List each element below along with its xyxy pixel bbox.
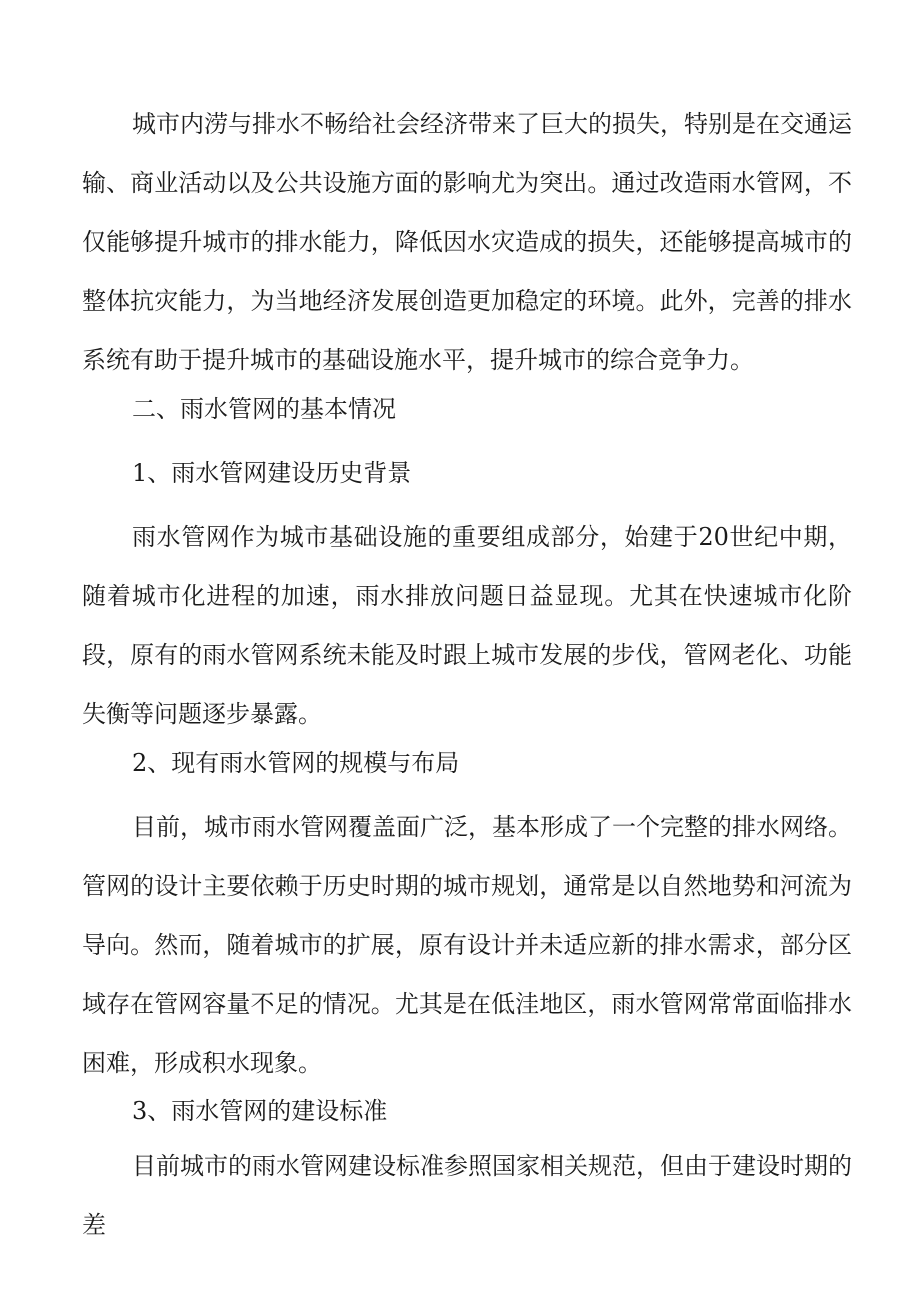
subsection-title-history: 1、雨水管网建设历史背景 (132, 459, 412, 487)
section-heading (82, 380, 852, 439)
subsection-heading-1 (82, 444, 852, 503)
subsection-heading-3 (82, 1082, 852, 1141)
paragraph-urban-flooding-impact (82, 95, 852, 390)
paragraph-text: 雨水管网作为城市基础设施的重要组成部分，始建于20世纪中期，随着城市化进程的加速，雨水排放问题日益显现。尤其在快速城市化阶段，原有的雨水管网系统未能及时跟上城市发展的步伐，管网老化、功能失衡等问题逐步暴露。 (82, 523, 852, 728)
paragraph-text: 目前，城市雨水管网覆盖面广泛，基本形成了一个完整的排水网络。管网的设计主要依赖于历史时期的城市规划，通常是以自然地势和河流为导向。然而，随着城市的扩展，原有设计并未适应新的排水需求，部分区域存在管网容量不足的情况。尤其是在低洼地区，雨水管网常常面临排水困难，形成积水现象。 (82, 813, 852, 1077)
paragraph-standards (82, 1137, 852, 1255)
paragraph-text: 城市内涝与排水不畅给社会经济带来了巨大的损失，特别是在交通运输、商业活动以及公共设施方面的影响尤为突出。通过改造雨水管网，不仅能够提升城市的排水能力，降低因水灾造成的损失，还能够提高城市的整体抗灾能力，为当地经济发展创造更加稳定的环境。此外，完善的排水系统有助于提升城市的基础设施水平，提升城市的综合竞争力。 (82, 110, 852, 374)
subsection-title-scale-layout: 2、现有雨水管网的规模与布局 (132, 749, 460, 777)
paragraph-history (82, 508, 852, 744)
paragraph-text: 目前城市的雨水管网建设标准参照国家相关规范，但由于建设时期的差 (82, 1152, 852, 1239)
subsection-heading-2 (82, 734, 852, 793)
paragraph-scale-layout (82, 798, 852, 1093)
subsection-title-standards: 3、雨水管网的建设标准 (132, 1097, 388, 1125)
section-title: 二、雨水管网的基本情况 (132, 395, 396, 423)
